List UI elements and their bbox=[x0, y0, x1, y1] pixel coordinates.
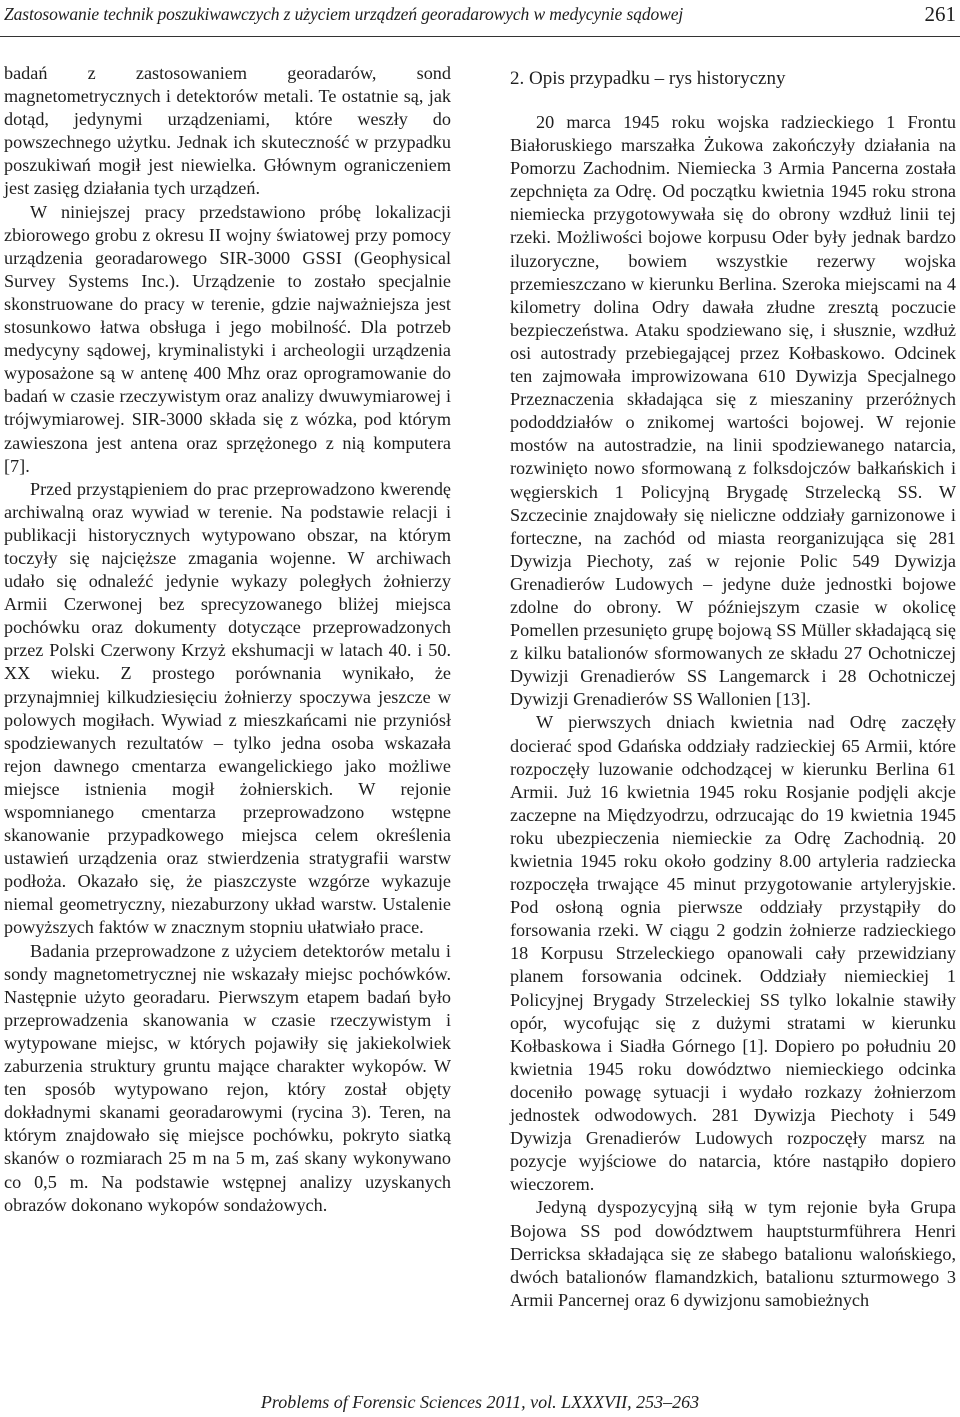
paragraph: W niniejszej pracy przedstawiono próbę lokalizacji zbiorowego grobu z okresu II wojny światowej przy pomocy urządzenia georadarowego SIR-3000 GSSI (Geophysical Survey Systems Inc.). Urządzenie to zostało specjalnie skonstruowane do pracy w terenie, gdzie najważniejsza jest stosunkowo łatwa obsługa i jego mobilność. Dla potrzeb medycyny sądowej, kryminalistyki i archeologii urządzenia wyposażone są w antenę 400 Mhz oraz oprogramowanie do badań w czasie rzeczywistym oraz analizy dwuwymiarowej i trójwymiarowej. SIR-3000 składa się z wózka, pod którym zawieszona jest antena oraz sprzężonego z nią komputera [7]. bbox=[4, 201, 451, 476]
running-title: Zastosowanie technik poszukiwawczych z użyciem urządzeń georadarowych w medycynie sądowej bbox=[4, 4, 684, 24]
paragraph: 20 marca 1945 roku wojska radzieckiego 1 Frontu Białoruskiego marszałka Żukowa zakończyły działania na Pomorzu Zachodnim. Niemiecka 3 Armia Pancerna została zepchnięta za Odrę. Od początku kwietnia 1945 roku strona niemiecka przygotowywała się do obrony wzdłuż linii tej rzeki. Możliwości bojowe korpusu Oder były jednak bardzo iluzoryczne, bowiem wszystkie rezerwy wojska przemieszczano w kierunku Berlina. Szeroka miejscami na 4 kilometry dolina Odry dawała złudne zresztą poczucie bezpieczeństwa. Ataku spodziewano się, i słusznie, wzdłuż osi autostrady przebiegającej przez Kołbaskowo. Odcinek ten zajmowała improwizowana 610 Dywizja Specjalnego Przeznaczenia składająca się z mieszaniny przeróżnych pododdziałów o znikomej wartości bojowej. W rejonie mostów na autostradzie, na linii spodziewanego natarcia, rozwinięto nowo sformowaną z folksdojczów bałkańskich i węgierskich 1 Policyjną Brygadę Strzelecką SS. W Szczecinie znajdowały się nieliczne oddziały garnizonowe i forteczne, na zachód od miasta reorganizująca się 281 Dywizja Piechoty, zaś w rejonie Polic 549 Dywizja Grenadierów Ludowych – jedyne duże jednostki bojowe zdolne do obrony. W późniejszym czasie w okolicę Pomellen przesunięto grupę bojową SS Müller składającą się z kilku batalionów sformowanych ze składu 27 Ochotniczej Dywizji Grenadierów SS Langemarck i 28 Ochotniczej Dywizji Grenadierów SS Wallonien [13]. bbox=[510, 112, 956, 710]
running-header bbox=[0, 0, 960, 40]
paragraph: Jedyną dyspozycyjną siłą w tym rejonie była Grupa Bojowa SS pod dowództwem hauptsturmführera Henri Derricksa składająca się ze słabego batalionu walońskiego, dwóch batalionów flamandzkich, batalionu szturmowego 3 Armii Pancernej oraz 6 dywizjonu samobieżnych bbox=[510, 1197, 956, 1310]
paragraph: W pierwszych dniach kwietnia nad Odrę zaczęły docierać spod Gdańska oddziały radzieckiej 65 Armii, które rozpoczęły luzowanie odchodzącej w kierunku Berlina 61 Armii. Już 16 kwietnia 1945 roku Rosjanie podjęli akcje zaczepne na Międzyodrzu, odrzucając do 19 kwietnia 1945 roku ubezpieczenia niemieckie za Odrę Zachodnią. 20 kwietnia 1945 roku około godziny 8.00 artyleria radziecka rozpoczęła trwające 45 minut przygotowanie artyleryjskie. Pod osłoną ognia pierwsze oddziały przystąpiły do forsowania rzeki. W ciągu 2 godzin żołnierze radzieckiego 18 Korpusu Strzeleckiego opanowali cały przewidziany planem forsowania odcinek. Oddziały niemieckiej 1 Policyjnej Brygady Strzeleckiej SS tylko lokalnie stawiły opór, wycofując się z dużymi stratami w kierunku Kołbaskowa i Siadła Górnego [1]. Dopiero po południu 20 kwietnia 1945 roku dowództwo niemieckiego odcinka doceniło powagę sytuacji i wydało rozkazy żołnierzom jednostek odwodowych. 281 Dywizja Piechoty i 549 Dywizja Grenadierów Ludowych rozpoczęły marsz na pozycje wyjściowe do natarcia, które nastąpiło dopiero wieczorem. bbox=[510, 712, 956, 1195]
paragraph: Badania przeprowadzone z użyciem detektorów metalu i sondy magnetometrycznej nie wskazały miejsc pochówków. Następnie użyto georadaru. Pierwszym etapem badań było przeprowadzenia skanowania w czasie rzeczywistym i wytypowane miejsc, w których pojawiły się jakiekolwiek zaburzenia struktury gruntu mające charakter wykopów. W ten sposób wytypowano rejon, który został objęty dokładnymi skanami georadarowymi (rycina 3). Teren, na którym znajdowało się miejsce pochówku, pokryto siatką skanów o rozmiarach 25 m na 5 m, zaś skany wykonywano co 0,5 m. Na podstawie wstępnej analizy uzyskanych obrazów dokonano wykopów sondażowych. bbox=[4, 940, 451, 1215]
paragraph: Przed przystąpieniem do prac przeprowadzono kwerendę archiwalną oraz wywiad w terenie. Na podstawie relacji i publikacji historycznych wytypowano obszar, na którym toczyły się najcięższe zmagania wojenne. W archiwach udało się odnaleźć jedynie wykazy poległych żołnierzy Armii Czerwonej bez sprecyzowanego bliżej miejsca pochówku oraz dokumenty dotyczące przeprowadzonych przez Polski Czerwony Krzyż ekshumacji w latach 40. i 50. XX wieku. Z prostego porównania wynikało, że przynajmniej kilkudziesięciu żołnierzy spoczywa jeszcze w polowych mogiłach. Wywiad z mieszkańcami nie przyniósł spodziewanych rezultatów – tylko jedna osoba wskazała rejon dawnego cmentarza ewangelickiego jako możliwe miejsce istnienia mogił żołnierskich. W rejonie wspomnianego cmentarza przeprowadzono wstępne skanowanie przypadkowego miejsca celem określenia ustawień urządzenia oraz stwierdzenia stratygrafii warstw podłoża. Okazało się, że piaszczyste wzgórze wykazuje niemal geometryczny, niezaburzony układ warstw. Ustalenie powyższych faktów w znacznym stopniu ułatwiało prace. bbox=[4, 478, 451, 938]
page-number: 261 bbox=[924, 2, 956, 26]
header-rule bbox=[0, 36, 960, 37]
journal-footer: Problems of Forensic Sciences 2011, vol. LXXXVII, 253–263 bbox=[260, 1392, 700, 1412]
paragraph: badań z zastosowaniem georadarów, sond magnetometrycznych i detektorów metali. Te ostatnie są, jak dotąd, jedynymi urządzeniami, które weszły do powszechnego użytku. Jednak ich skuteczność w przypadku poszukiwań mogił jest niewielka. Głównym ograniczeniem jest zasięg działania tych urządzeń. bbox=[4, 63, 451, 199]
section-heading: 2. Opis przypadku – rys historyczny bbox=[510, 68, 786, 89]
right-column bbox=[510, 67, 956, 1312]
left-column bbox=[4, 62, 451, 1217]
